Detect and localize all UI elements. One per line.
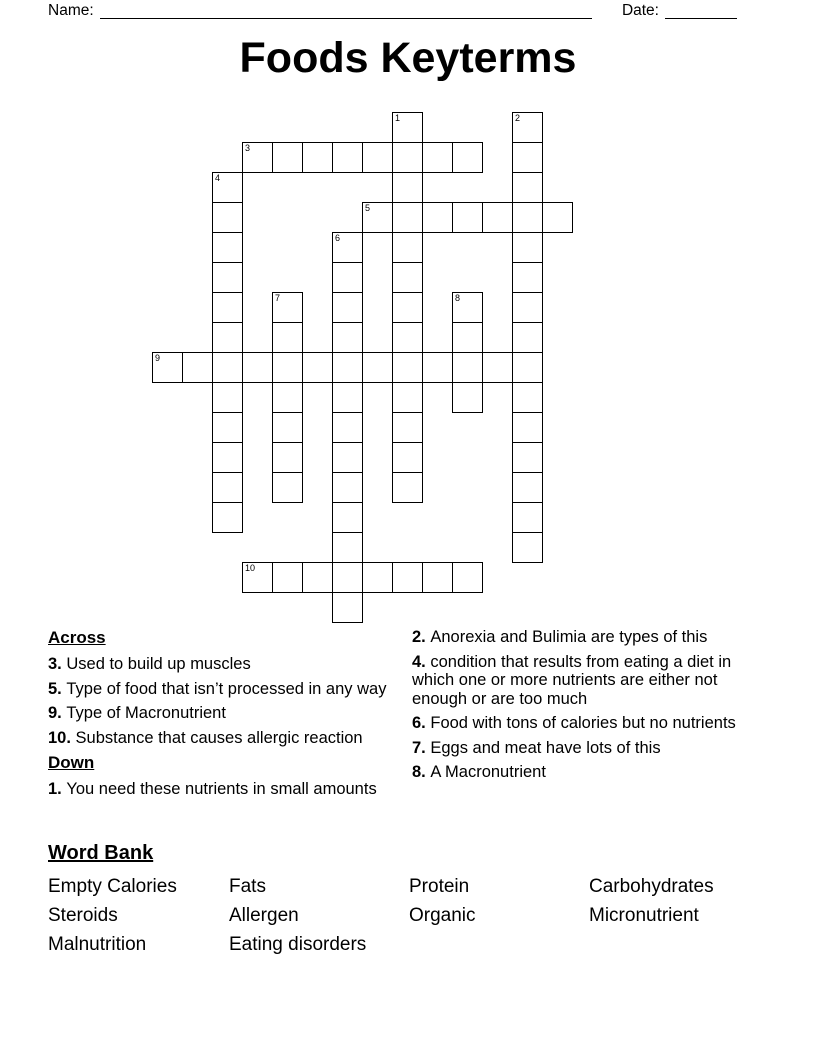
clues-left-column: [48, 628, 412, 805]
clue-number: 5: [365, 203, 371, 213]
grid-cell: [452, 562, 483, 593]
page-title: Foods Keyterms: [239, 34, 577, 82]
grid-cell: [392, 322, 423, 353]
grid-cell: [242, 562, 273, 593]
clue-number: 8: [455, 293, 461, 303]
word-bank-list: [48, 877, 770, 955]
clue-8: [412, 763, 756, 782]
grid-cell: [212, 232, 243, 263]
grid-cell: [272, 562, 303, 593]
clue-number: 6: [335, 233, 341, 243]
grid-cell: [152, 352, 183, 383]
clue-number-label: 6.: [412, 714, 431, 732]
grid-cell: [332, 382, 363, 413]
clue-text: Type of Macronutrient: [66, 704, 226, 722]
grid-cell: [512, 322, 543, 353]
word-bank-heading: Word Bank: [48, 842, 154, 864]
clue-6: [412, 714, 756, 733]
grid-cell: [332, 532, 363, 563]
grid-cell: [332, 352, 363, 383]
clue-number: 3: [245, 143, 251, 153]
grid-cell: [422, 202, 453, 233]
grid-cell: [332, 142, 363, 173]
clue-text: condition that results from eating a diet in which one or more nutrients are either not enough or are too much: [412, 652, 732, 708]
clue-text: You need these nutrients in small amounts: [66, 780, 377, 798]
grid-cell: [392, 562, 423, 593]
grid-cell: [302, 562, 333, 593]
grid-cell: [542, 202, 573, 233]
grid-cell: [332, 592, 363, 623]
grid-cell: [422, 352, 453, 383]
clue-number-label: 9.: [48, 704, 67, 722]
grid-cell: [272, 472, 303, 503]
grid-cell: [332, 232, 363, 263]
down-clues-list-left: [48, 780, 398, 799]
grid-cell: [332, 292, 363, 323]
grid-cell: [272, 382, 303, 413]
grid-cell: [512, 412, 543, 443]
grid-cell: [212, 382, 243, 413]
grid-cell: [392, 112, 423, 143]
word-bank-item: Fats: [229, 876, 266, 897]
word-bank-item: Micronutrient: [589, 905, 699, 926]
grid-cell: [212, 202, 243, 233]
grid-cell: [512, 472, 543, 503]
grid-cell: [302, 142, 333, 173]
clue-text: Food with tons of calories but no nutrients: [430, 714, 736, 732]
clue-text: Type of food that isn’t processed in any way: [66, 679, 387, 698]
grid-cell: [332, 472, 363, 503]
grid-cell: [452, 202, 483, 233]
grid-cell: [512, 442, 543, 473]
grid-cell: [212, 172, 243, 203]
grid-cell: [512, 142, 543, 173]
clue-number-label: 5.: [48, 679, 67, 698]
name-line: [100, 3, 592, 19]
grid-cell: [392, 172, 423, 203]
clue-number: 9: [155, 353, 161, 363]
grid-cell: [212, 322, 243, 353]
clue-1: [48, 780, 398, 799]
clue-number-label: 2.: [412, 628, 431, 646]
grid-cell: [212, 412, 243, 443]
clue-number-label: 7.: [412, 738, 431, 757]
word-bank-item: Carbohydrates: [589, 876, 714, 897]
word-bank-item: Empty Calories: [48, 876, 177, 897]
clue-2: [412, 628, 756, 647]
grid-cell: [362, 562, 393, 593]
clue-number: 4: [215, 173, 221, 183]
clue-4: [412, 653, 756, 709]
grid-cell: [512, 232, 543, 263]
grid-cell: [452, 292, 483, 323]
clue-text: Eggs and meat have lots of this: [430, 738, 661, 757]
grid-cell: [512, 292, 543, 323]
clues-section: [48, 628, 770, 805]
clue-text: Used to build up muscles: [66, 655, 251, 673]
grid-cell: [452, 382, 483, 413]
grid-cell: [272, 352, 303, 383]
grid-cell: [512, 382, 543, 413]
clue-text: A Macronutrient: [430, 763, 546, 781]
name-label: Name:: [48, 2, 94, 19]
grid-cell: [392, 142, 423, 173]
clue-7: [412, 739, 756, 758]
word-bank-section: [48, 842, 770, 955]
date-label: Date:: [621, 2, 659, 19]
grid-cell: [392, 472, 423, 503]
word-bank-item: Allergen: [229, 905, 299, 926]
clue-text: Substance that causes allergic reaction: [75, 728, 363, 747]
grid-cell: [392, 202, 423, 233]
grid-cell: [512, 262, 543, 293]
grid-cell: [302, 352, 333, 383]
word-bank-item: Protein: [409, 876, 470, 897]
grid-cell: [272, 442, 303, 473]
grid-cell: [392, 382, 423, 413]
grid-cell: [332, 262, 363, 293]
grid-cell: [512, 532, 543, 563]
clue-number-label: 3.: [48, 655, 67, 673]
clue-number: 10: [245, 563, 256, 573]
grid-cell: [452, 142, 483, 173]
grid-cell: [362, 142, 393, 173]
grid-cell: [332, 322, 363, 353]
across-heading: Across: [48, 628, 106, 647]
grid-cell: [512, 502, 543, 533]
clue-9: [48, 704, 398, 723]
grid-cell: [422, 562, 453, 593]
grid-cell: [212, 442, 243, 473]
grid-cell: [392, 262, 423, 293]
clue-5: [48, 680, 398, 699]
grid-cell: [512, 112, 543, 143]
grid-cell: [422, 142, 453, 173]
grid-cell: [392, 442, 423, 473]
grid-cell: [272, 142, 303, 173]
grid-cell: [212, 502, 243, 533]
grid-cell: [212, 262, 243, 293]
grid-cell: [332, 412, 363, 443]
clue-3: [48, 655, 398, 674]
grid-cell: [512, 352, 543, 383]
grid-cell: [512, 172, 543, 203]
grid-cell: [242, 142, 273, 173]
word-bank-item: Malnutrition: [48, 934, 147, 955]
clues-right-column: [412, 628, 756, 805]
grid-cell: [362, 202, 393, 233]
word-bank-item: Organic: [409, 905, 476, 926]
grid-cell: [332, 562, 363, 593]
crossword-grid: [152, 112, 573, 623]
grid-cell: [182, 352, 213, 383]
grid-cell: [392, 232, 423, 263]
grid-cell: [362, 352, 393, 383]
grid-cell: [452, 352, 483, 383]
across-clues-list: [48, 655, 398, 747]
grid-cell: [332, 502, 363, 533]
grid-cell: [392, 352, 423, 383]
grid-cell: [512, 202, 543, 233]
grid-cell: [272, 292, 303, 323]
word-bank-item: Steroids: [48, 905, 118, 926]
clue-10: [48, 729, 398, 748]
grid-cell: [272, 322, 303, 353]
grid-cell: [212, 292, 243, 323]
grid-cell: [452, 322, 483, 353]
header-row: [48, 2, 737, 19]
grid-cell: [212, 472, 243, 503]
word-bank-item: Eating disorders: [229, 934, 367, 955]
clue-number: 2: [515, 113, 521, 123]
grid-cell: [392, 412, 423, 443]
grid-cell: [212, 352, 243, 383]
grid-cell: [482, 352, 513, 383]
clue-number-label: 1.: [48, 780, 67, 798]
clue-number-label: 4.: [412, 652, 431, 671]
down-heading: Down: [48, 753, 95, 772]
date-line: [665, 3, 737, 19]
clue-number-label: 10.: [48, 728, 76, 747]
clue-number: 1: [395, 113, 401, 123]
grid-cell: [332, 442, 363, 473]
grid-cell: [272, 412, 303, 443]
grid-cell: [242, 352, 273, 383]
clue-text: Anorexia and Bulimia are types of this: [430, 628, 708, 646]
clue-number: 7: [275, 293, 281, 303]
grid-cell: [392, 292, 423, 323]
clue-number-label: 8.: [412, 763, 431, 781]
grid-cell: [482, 202, 513, 233]
